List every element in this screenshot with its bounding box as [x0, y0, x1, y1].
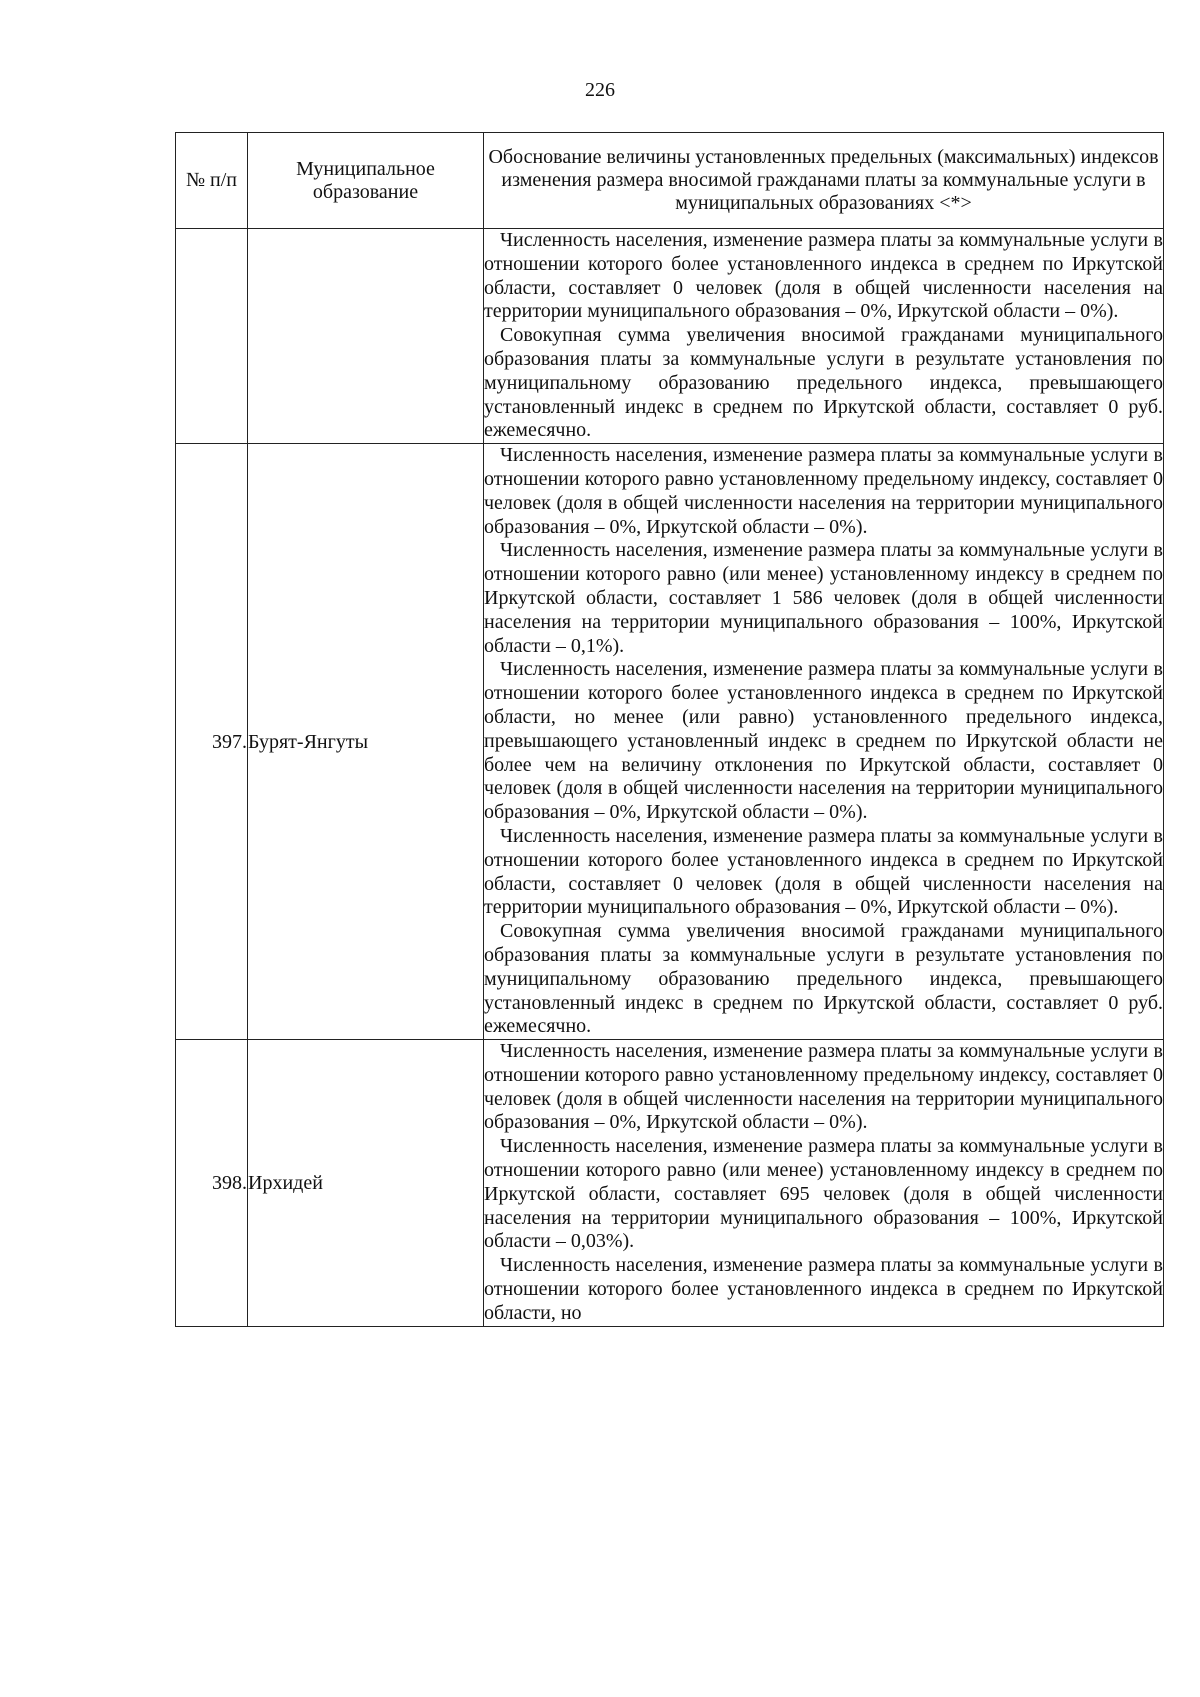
- paragraph: Численность населения, изменение размера платы за коммунальные услуги в отношении которого более установленного индекса в среднем по Иркутской области, составляет 0 человек (доля в общей численности населения на территории муниципального образования – 0%, Иркутской области – 0%).: [484, 824, 1163, 919]
- row-basis: [484, 229, 1164, 444]
- paragraph: Совокупная сумма увеличения вносимой гражданами муниципального образования платы за коммунальные услуги в результате установления по муниципальному образованию предельного индекса, превышающего установленный индекс в среднем по Иркутской области, составляет 0 руб. ежемесячно.: [484, 324, 1163, 442]
- page-number: 226: [585, 79, 615, 101]
- paragraph: Численность населения, изменение размера платы за коммунальные услуги в отношении которого равно (или менее) установленному индексу в среднем по Иркутской области, составляет 1 586 человек (доля в общей численности населения на территории муниципального образования – 100%, Иркутской области – 0,1%).: [484, 539, 1163, 657]
- header-municipality: Муниципальное образование: [248, 133, 484, 229]
- paragraph: Численность населения, изменение размера платы за коммунальные услуги в отношении которого равно установленному предельному индексу, составляет 0 человек (доля в общей численности населения на территории муниципального образования – 0%, Иркутской области – 0%).: [484, 1040, 1163, 1134]
- row-municipality: Ирхидей: [248, 1040, 484, 1327]
- paragraph: Численность населения, изменение размера платы за коммунальные услуги в отношении которого равно установленному предельному индексу, составляет 0 человек (доля в общей численности населения на территории муниципального образования – 0%, Иркутской области – 0%).: [484, 444, 1163, 538]
- table-row: [176, 229, 1164, 444]
- paragraph: Численность населения, изменение размера платы за коммунальные услуги в отношении которого равно (или менее) установленному индексу в среднем по Иркутской области, составляет 695 человек (доля в общей численности населения на территории муниципального образования – 100%, Иркутской области – 0,03%).: [484, 1135, 1163, 1253]
- paragraph: Численность населения, изменение размера платы за коммунальные услуги в отношении которого более установленного индекса в среднем по Иркутской области, но: [484, 1254, 1163, 1324]
- paragraph: Совокупная сумма увеличения вносимой гражданами муниципального образования платы за коммунальные услуги в результате установления по муниципальному образованию предельного индекса, превышающего установленный индекс в среднем по Иркутской области, составляет 0 руб. ежемесячно.: [484, 920, 1163, 1038]
- paragraph: Численность населения, изменение размера платы за коммунальные услуги в отношении которого более установленного индекса в среднем по Иркутской области, составляет 0 человек (доля в общей численности населения на территории муниципального образования – 0%, Иркутской области – 0%).: [484, 229, 1163, 323]
- row-number: 398.: [176, 1040, 248, 1327]
- header-basis: Обоснование величины установленных предельных (максимальных) индексов изменения размера вносимой гражданами платы за коммунальные услуги в муниципальных образованиях <*>: [484, 133, 1164, 229]
- row-municipality: [248, 229, 484, 444]
- paragraph: Численность населения, изменение размера платы за коммунальные услуги в отношении которого более установленного индекса в среднем по Иркутской области, но менее (или равно) установленного предельного индекса, превышающего установленный индекс в среднем по Иркутской области не более чем на величину отклонения по Иркутской области, составляет 0 человек (доля в общей численности населения на территории муниципального образования – 0%, Иркутской области – 0%).: [484, 658, 1163, 824]
- row-number: [176, 229, 248, 444]
- table-header-row: [176, 133, 1164, 229]
- municipal-index-table: [175, 132, 1164, 1327]
- header-number: № п/п: [176, 133, 248, 229]
- row-basis: [484, 444, 1164, 1040]
- table-row: [176, 444, 1164, 1040]
- row-basis: [484, 1040, 1164, 1327]
- table-row: [176, 1040, 1164, 1327]
- row-municipality: Бурят-Янгуты: [248, 444, 484, 1040]
- row-number: 397.: [176, 444, 248, 1040]
